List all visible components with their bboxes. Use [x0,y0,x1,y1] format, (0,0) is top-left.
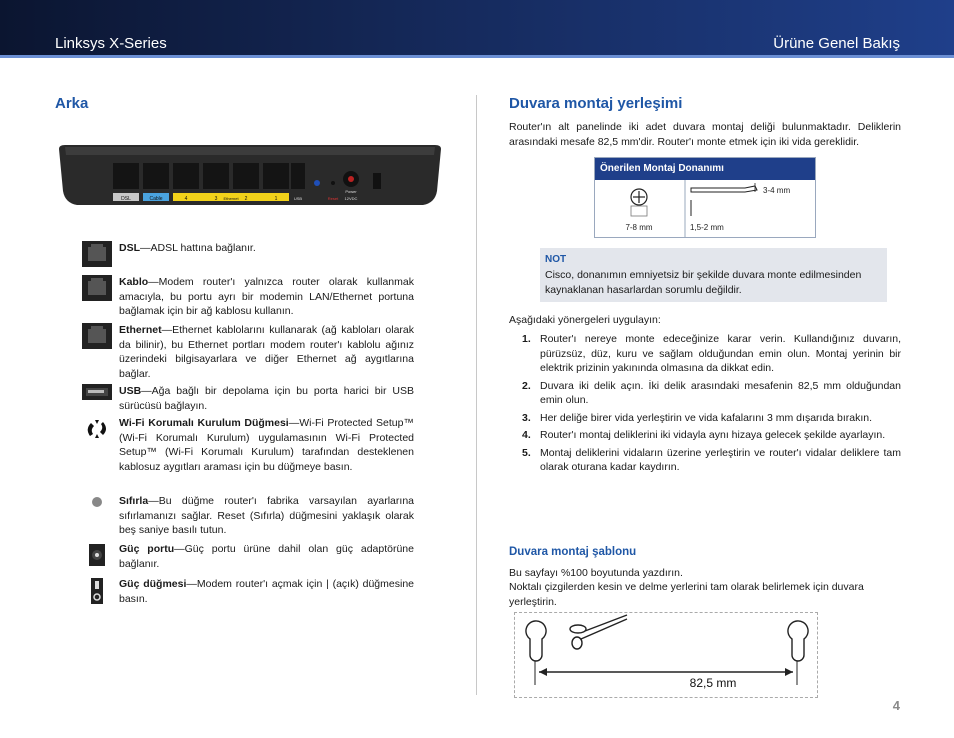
step-text: Router'ı montaj deliklerini iki vidayla aynı hizaya gelecek şekilde ayarlayın. [540,429,886,441]
ethernet-port-icon [82,241,112,267]
wps-icon [82,416,112,442]
list-item [509,446,901,475]
keyhole-left-icon [526,621,546,661]
port-item-cable [82,275,414,319]
list-item [509,332,901,376]
note-title: NOT [545,254,567,265]
label-shaft-diameter: 1,5-2 mm [690,223,724,232]
keyhole-right-icon [788,621,808,661]
screw-diagram [595,180,815,237]
list-item [509,428,901,443]
term-power-port: Güç portu [119,543,175,555]
term-wps: Wi-Fi Korumalı Kurulum Düğmesi [119,417,289,429]
scissors-icon [570,615,627,649]
step-text: Router'ı nereye monte edeceğinize karar verin. Kullandığınız duvarın, pürüzsüz, düz, kuru ve sağlam olduğundan emin olun. Montaj yerinin bir elektrik prizinin yakınında olmasına da dikkat edin. [540,333,901,374]
instructions-list [509,332,901,478]
port-item-reset [82,494,414,538]
mounting-template-drawing [515,613,817,697]
step-number: 3. [522,411,531,424]
router-label-cable: Cable [149,196,163,202]
router-label-power: Power [345,189,357,194]
router-label-reset: Reset [327,196,339,201]
page-header [0,0,954,58]
header-underline [0,55,954,58]
table-title: Önerilen Montaj Donanımı [595,158,815,180]
router-label-usb: USB [293,196,303,201]
router-back-panel-image [55,143,445,213]
label-head-length: 3-4 mm [763,186,791,195]
router-label-port-4: 4 [184,196,188,202]
template-cut-note: Noktalı çizgilerden kesin ve delme yerlerini tam olarak belirlemek için duvara yerleştirin. [509,581,864,608]
reset-button-icon [82,494,112,520]
step-number: 4. [522,429,531,441]
page-number: 4 [892,698,900,713]
desc-usb: —Ağa bağlı bir depolama için bu porta harici bir USB sürücüsü bağlayın. [119,385,414,412]
desc-cable: —Modem router'ı yalnızca router olarak kullanmak amacıyla, bu portu ayrı bir modemin LAN/Ethernet portuna bağlamak için bir ağ kablosu kullanın. [119,276,414,317]
note-body: Cisco, donanımın emniyetsiz bir şekilde duvara monte edilmesinden kaynaklanan hasarlardan sorumlu değildir. [545,269,862,296]
template-distance-label: 82,5 mm [689,676,737,690]
term-cable: Kablo [119,276,149,288]
ethernet-port-icon [82,275,112,301]
template-title: Duvara montaj şablonu [509,546,637,558]
step-text: Her deliğe birer vida yerleştirin ve vida kafalarını 3 mm dışarıda bırakın. [540,411,873,424]
term-power-button: Güç düğmesi [119,578,187,590]
step-number: 1. [522,333,531,345]
step-number: 5. [522,446,531,459]
term-ethernet: Ethernet [119,324,162,336]
port-item-wps [82,416,414,474]
power-port-icon [82,542,112,568]
desc-power-port: —Güç portu ürüne dahil olan güç adaptörüne bağlanır. [119,543,414,570]
ethernet-port-icon [82,323,112,349]
term-reset: Sıfırla [119,495,149,507]
list-item [509,379,901,408]
step-number: 2. [522,379,531,392]
usb-port-icon [82,384,112,400]
note-box [540,248,887,302]
header-section-title: Ürüne Genel Bakış [773,35,900,52]
power-switch-icon [82,577,112,605]
label-head-diameter: 7-8 mm [625,223,653,232]
port-item-usb [82,384,414,413]
instructions-intro: Aşağıdaki yönergeleri uygulayın: [509,314,661,326]
router-label-dsl: DSL [121,196,131,202]
desc-wps: —Wi-Fi Protected Setup™ (Wi-Fi Korumalı Kurulum) uygulamasının Wi-Fi Protected Setup™ (Wi-Fi Korumalı Kurulum) tarafından desteklenen kablosuz aygıtları araması için bu düğmeye basın. [119,417,414,473]
router-label-port-3: 3 [214,196,218,202]
desc-ethernet: —Ethernet kablolarını kullanarak (ağ kabloları olarak da bilinir), bu Ethernet portları modem router'ı kablolu ağınız üzerindeki bilgisayarlara ve diğer Ethernet ağ aygıtlarına bağlar. [119,324,414,380]
desc-dsl: —ADSL hattına bağlanır. [140,242,256,254]
wall-mount-intro: Router'ın alt panelinde iki adet duvara montaj deliği bulunmaktadır. Deliklerin arasındaki mesafe 82,5 mm'dir. Router'ı monte etmek için iki vida gereklidir. [509,121,901,148]
term-usb: USB [119,385,142,397]
mounting-hardware-table [594,157,816,238]
desc-power-button: —Modem router'ı açmak için | (açık) düğmesine basın. [119,578,414,605]
template-print-note: Bu sayfayı %100 boyutunda yazdırın. [509,567,683,579]
port-item-power-button [82,577,414,606]
router-label-port-1: 1 [274,196,278,202]
port-item-ethernet [82,323,414,381]
section-title-arka: Arka [55,95,89,112]
port-item-power-port [82,542,414,571]
list-item [509,411,901,426]
desc-reset: —Bu düğme router'ı fabrika varsayılan ayarlarına sıfırlamanızı sağlar. Reset (Sıfırla) düğmesini yaklaşık olarak beş saniye basılı tutun. [119,495,414,536]
term-dsl: DSL [119,242,140,254]
section-title-wall-mount: Duvara montaj yerleşimi [509,95,683,112]
router-label-12vdc: 12VDC [344,196,358,201]
step-text: Montaj deliklerini vidaların üzerine yerleştirin ve router'ı vidalar deliklere tam olarak oturana kadar kaydırın. [540,446,901,473]
header-product-name: Linksys X-Series [55,35,167,52]
column-divider [476,95,477,695]
router-label-port-2: 2 [244,196,248,202]
step-text: Duvara iki delik açın. İki delik arasındaki mesafenin 82,5 mm olduğundan emin olun. [540,379,901,406]
mounting-template [514,612,818,698]
router-label-ethernet: Ethernet [223,196,239,201]
port-item-dsl [82,241,414,256]
